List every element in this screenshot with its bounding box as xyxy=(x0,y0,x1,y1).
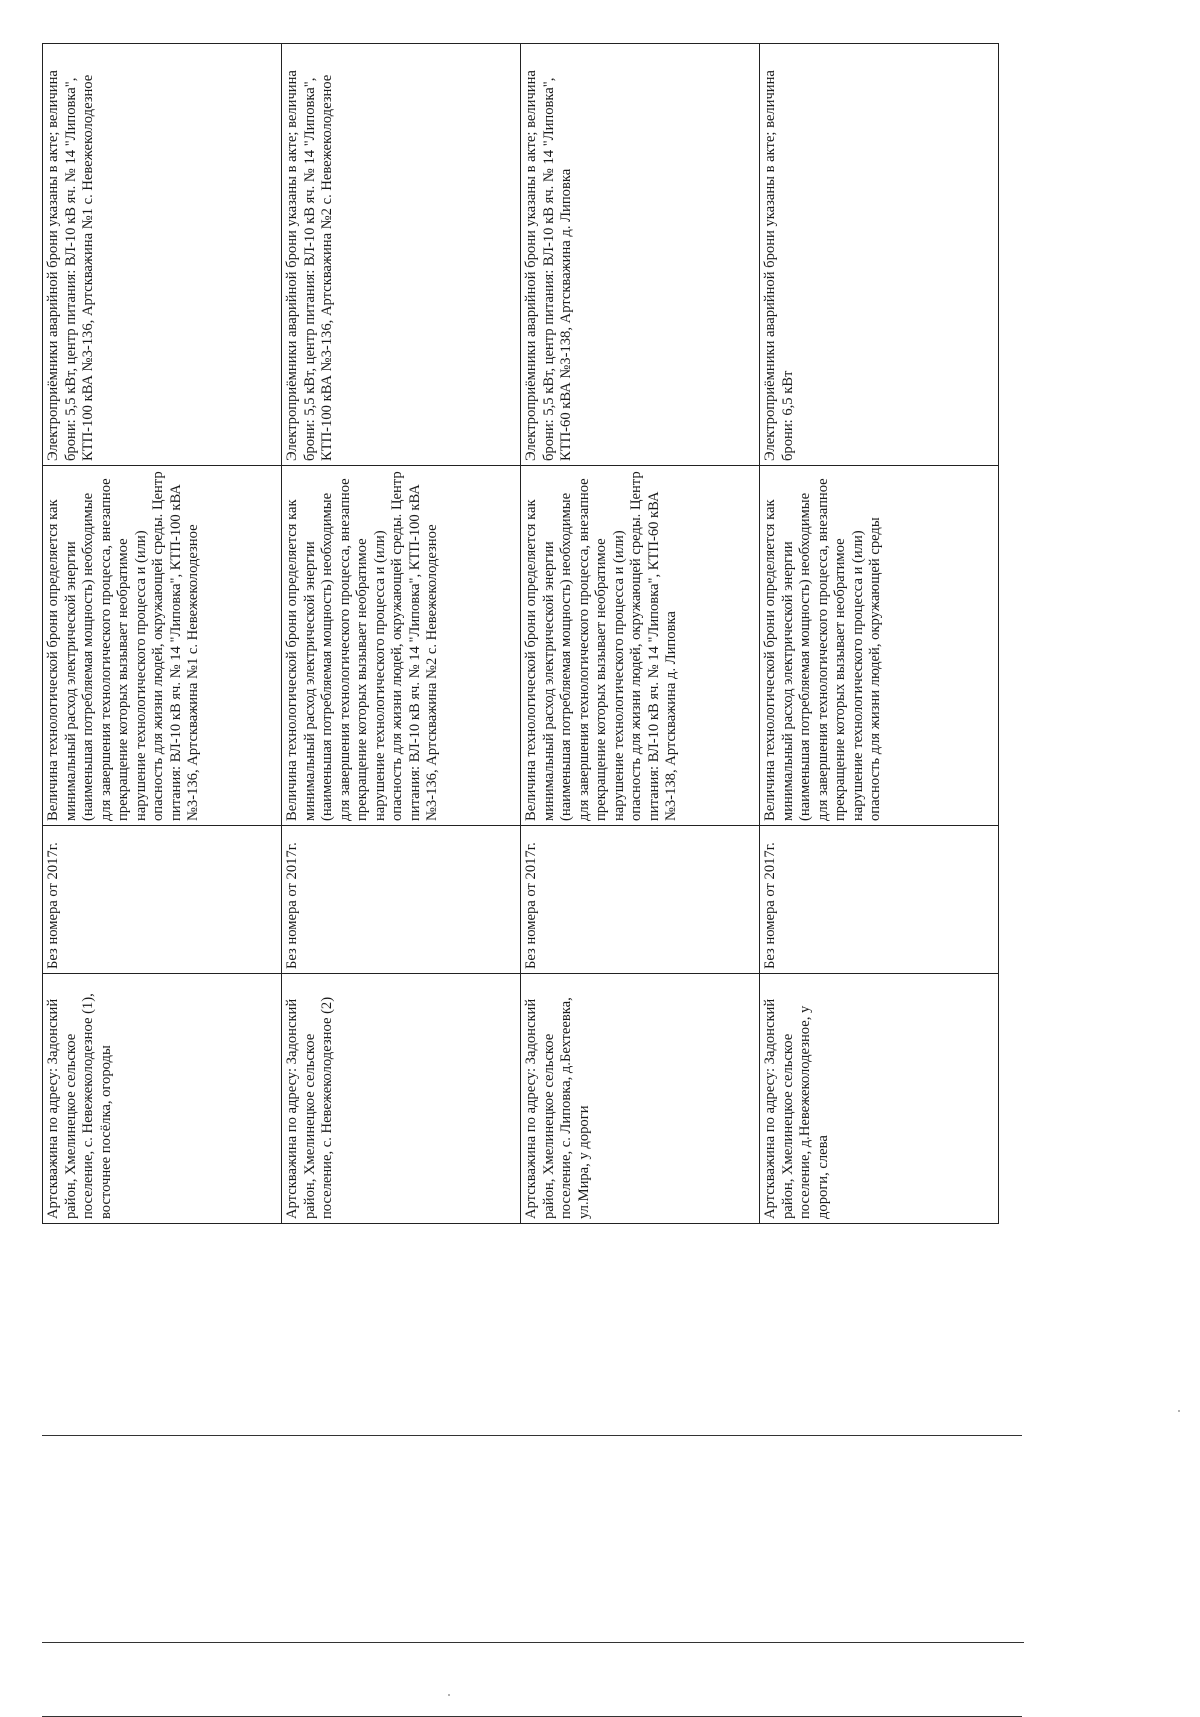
document-cell: Без номера от 2017г. xyxy=(760,826,999,974)
scan-speck xyxy=(448,1694,450,1696)
table-row xyxy=(760,44,999,1224)
address-cell: Артскважина по адресу: Задонский район, Хмелинецкое сельское поселение, д.Невежеколодезное, у дороги, слева xyxy=(760,974,999,1224)
tech-reserve-cell: Величина технологической брони определяется как минимальный расход электрической энергии (наименьшая потребляемая мощность) необходимые для завершения технологического процесса, внезапное прекращение которых вызывает необратимое нарушение технологического процесса и (или) опасность для жизни людей, окружающей среды. Центр питания: ВЛ-10 кВ яч. № 14 "Липовка", КТП-100 кВА №3-136, Артскважина №2 с. Невежеколодезное xyxy=(282,466,521,826)
document-cell: Без номера от 2017г. xyxy=(282,826,521,974)
scan-speck xyxy=(1178,1410,1180,1412)
table-row xyxy=(282,44,521,1224)
tech-reserve-cell: Величина технологической брони определяется как минимальный расход электрической энергии (наименьшая потребляемая мощность) необходимые для завершения технологического процесса, внезапное прекращение которых вызывает необратимое нарушение технологического процесса и (или) опасность для жизни людей, окружающей среды xyxy=(760,466,999,826)
emergency-reserve-cell: Электроприёмники аварийной брони указаны в акте; величина брони: 5,5 кВт, центр питания: ВЛ-10 кВ яч. № 14 "Липовка", КТП-100 кВА №3-136, Артскважина №2 с. Невежеколодезное xyxy=(282,44,521,466)
tech-reserve-cell: Величина технологической брони определяется как минимальный расход электрической энергии (наименьшая потребляемая мощность) необходимые для завершения технологического процесса, внезапное прекращение которых вызывает необратимое нарушение технологического процесса и (или) опасность для жизни людей, окружающей среды. Центр питания: ВЛ-10 кВ яч. № 14 "Липовка", КТП-60 кВА №3-138, Артскважина д. Липовка xyxy=(521,466,760,826)
document-cell: Без номера от 2017г. xyxy=(43,826,282,974)
table-row xyxy=(43,44,282,1224)
address-cell: Артскважина по адресу: Задонский район, Хмелинецкое сельское поселение, с. Невежеколодезное (1), восточнее посёлка, огороды xyxy=(43,974,282,1224)
document-cell: Без номера от 2017г. xyxy=(521,826,760,974)
rotated-table-container xyxy=(42,44,998,1224)
address-cell: Артскважина по адресу: Задонский район, Хмелинецкое сельское поселение, с. Липовка, д.Бехтеевка, ул.Мира, у дороги xyxy=(521,974,760,1224)
address-cell: Артскважина по адресу: Задонский район, Хмелинецкое сельское поселение, с. Невежеколодезное (2) xyxy=(282,974,521,1224)
scan-line-2 xyxy=(42,1642,1024,1643)
emergency-reserve-cell: Электроприёмники аварийной брони указаны в акте; величина брони: 6,5 кВт xyxy=(760,44,999,466)
table-row xyxy=(521,44,760,1224)
emergency-reserve-cell: Электроприёмники аварийной брони указаны в акте; величина брони: 5,5 кВт, центр питания: ВЛ-10 кВ яч. № 14 "Липовка", КТП-100 кВА №3-136, Артскважина №1 с. Невежеколодезное xyxy=(43,44,282,466)
tech-reserve-cell: Величина технологической брони определяется как минимальный расход электрической энергии (наименьшая потребляемая мощность) необходимые для завершения технологического процесса, внезапное прекращение которых вызывает необратимое нарушение технологического процесса и (или) опасность для жизни людей, окружающей среды. Центр питания: ВЛ-10 кВ яч. № 14 "Липовка", КТП-100 кВА №3-136, Артскважина №1 с. Невежеколодезное xyxy=(43,466,282,826)
emergency-reserve-cell: Электроприёмники аварийной брони указаны в акте; величина брони: 5,5 кВт, центр питания: ВЛ-10 кВ яч. № 14 "Липовка", КТП-60 кВА №3-138, Артскважина д. Липовка xyxy=(521,44,760,466)
scan-line-1 xyxy=(42,1435,1022,1436)
reserve-table xyxy=(42,43,999,1224)
